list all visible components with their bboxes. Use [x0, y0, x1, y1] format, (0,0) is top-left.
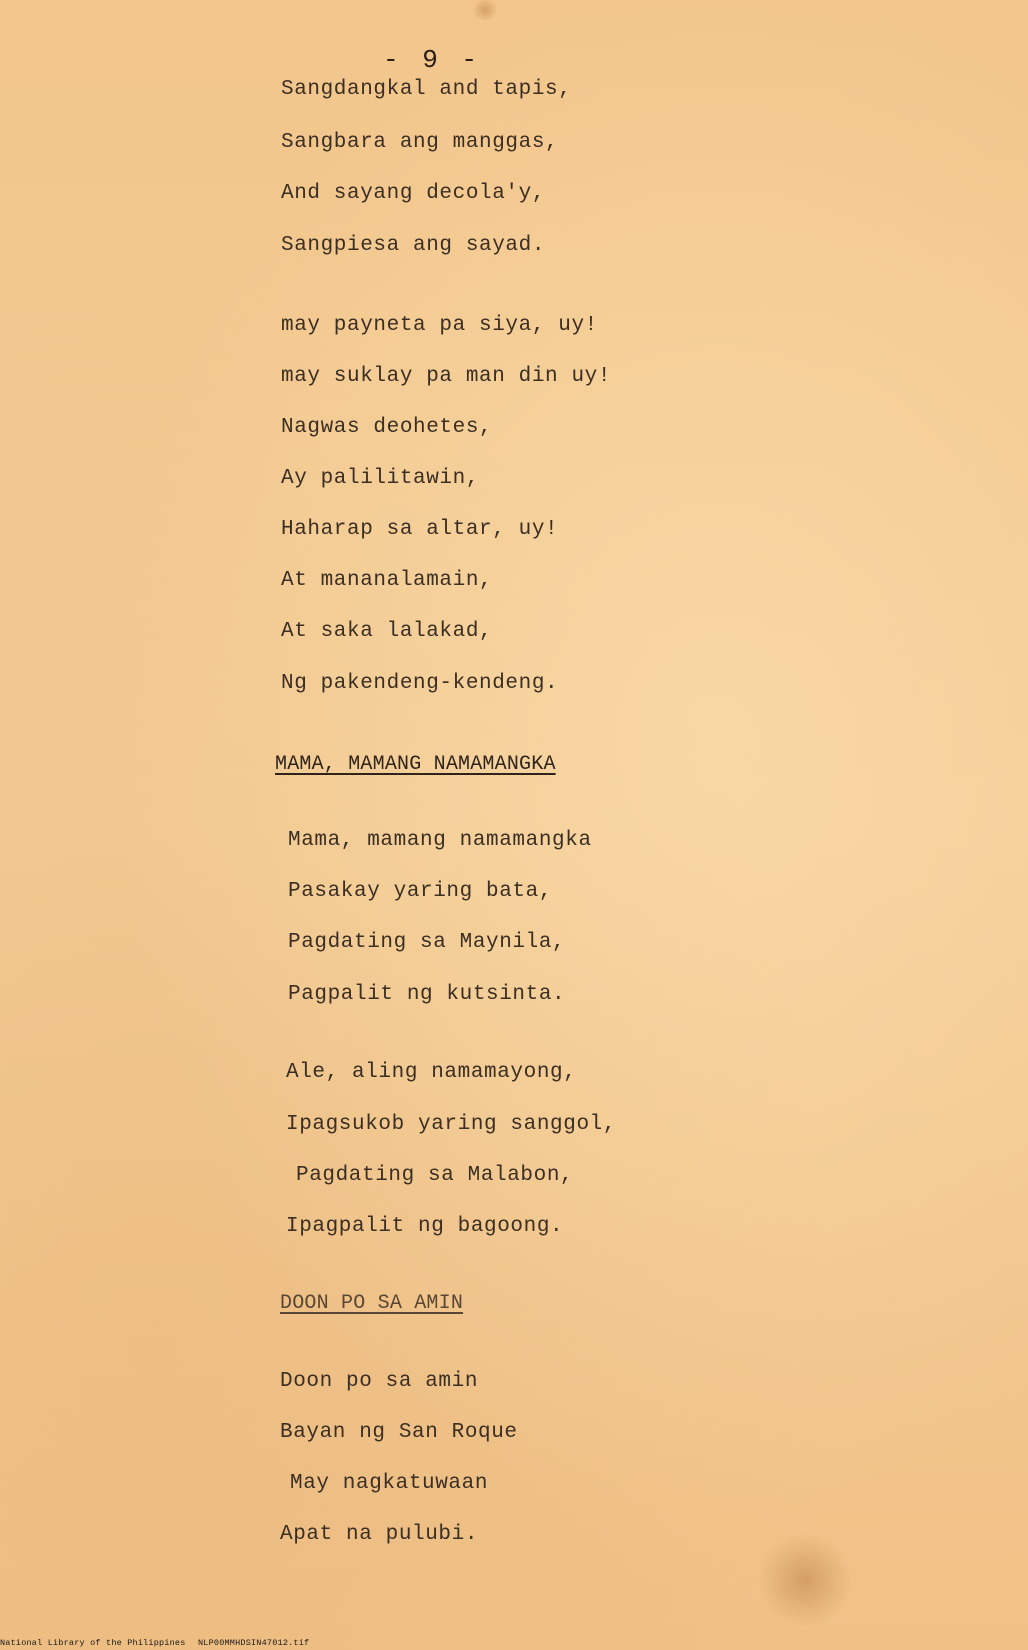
verse-line: may suklay pa man din uy!	[281, 365, 612, 388]
song-title-mama: MAMA, MAMANG NAMAMANGKA	[275, 753, 556, 776]
verse-line: Pagdating sa Maynila,	[288, 931, 566, 954]
verse-line: Ipagsukob yaring sanggol,	[286, 1113, 617, 1136]
verse-line: may payneta pa siya, uy!	[281, 314, 598, 337]
verse-line: Mama, mamang namamangka	[288, 829, 592, 852]
verse-line: Ng pakendeng-kendeng.	[281, 672, 559, 695]
paper-stain	[470, 0, 500, 20]
verse-line: Pagdating sa Malabon,	[296, 1164, 574, 1187]
song-title-doon: DOON PO SA AMIN	[280, 1292, 464, 1315]
footer-filename: NLP00MMHDSIN47012.tif	[198, 1638, 310, 1648]
verse-line: May nagkatuwaan	[290, 1472, 489, 1495]
verse-line: Sangpiesa ang sayad.	[281, 234, 546, 257]
verse-line: Apat na pulubi.	[280, 1523, 479, 1546]
verse-line: Ale, aling namamayong,	[286, 1061, 577, 1084]
verse-line: At mananalamain,	[281, 569, 493, 592]
verse-line: Sangdangkal and tapis,	[281, 78, 572, 101]
footer-source: National Library of the Philippines	[0, 1638, 186, 1648]
verse-line: Bayan ng San Roque	[280, 1421, 518, 1444]
verse-line: Pagpalit ng kutsinta.	[288, 983, 566, 1006]
verse-line: Haharap sa altar, uy!	[281, 518, 559, 541]
page-number: - 9 -	[383, 45, 482, 75]
verse-line: And sayang decola'y,	[281, 182, 546, 205]
verse-line: Ay palilitawin,	[281, 467, 480, 490]
verse-line: Doon po sa amin	[280, 1370, 479, 1393]
verse-line: Ipagpalit ng bagoong.	[286, 1215, 564, 1238]
paper-stain	[760, 1530, 850, 1630]
verse-line: Sangbara ang manggas,	[281, 131, 559, 154]
verse-line: Nagwas deohetes,	[281, 416, 493, 439]
verse-line: At saka lalakad,	[281, 620, 493, 643]
verse-line: Pasakay yaring bata,	[288, 880, 553, 903]
